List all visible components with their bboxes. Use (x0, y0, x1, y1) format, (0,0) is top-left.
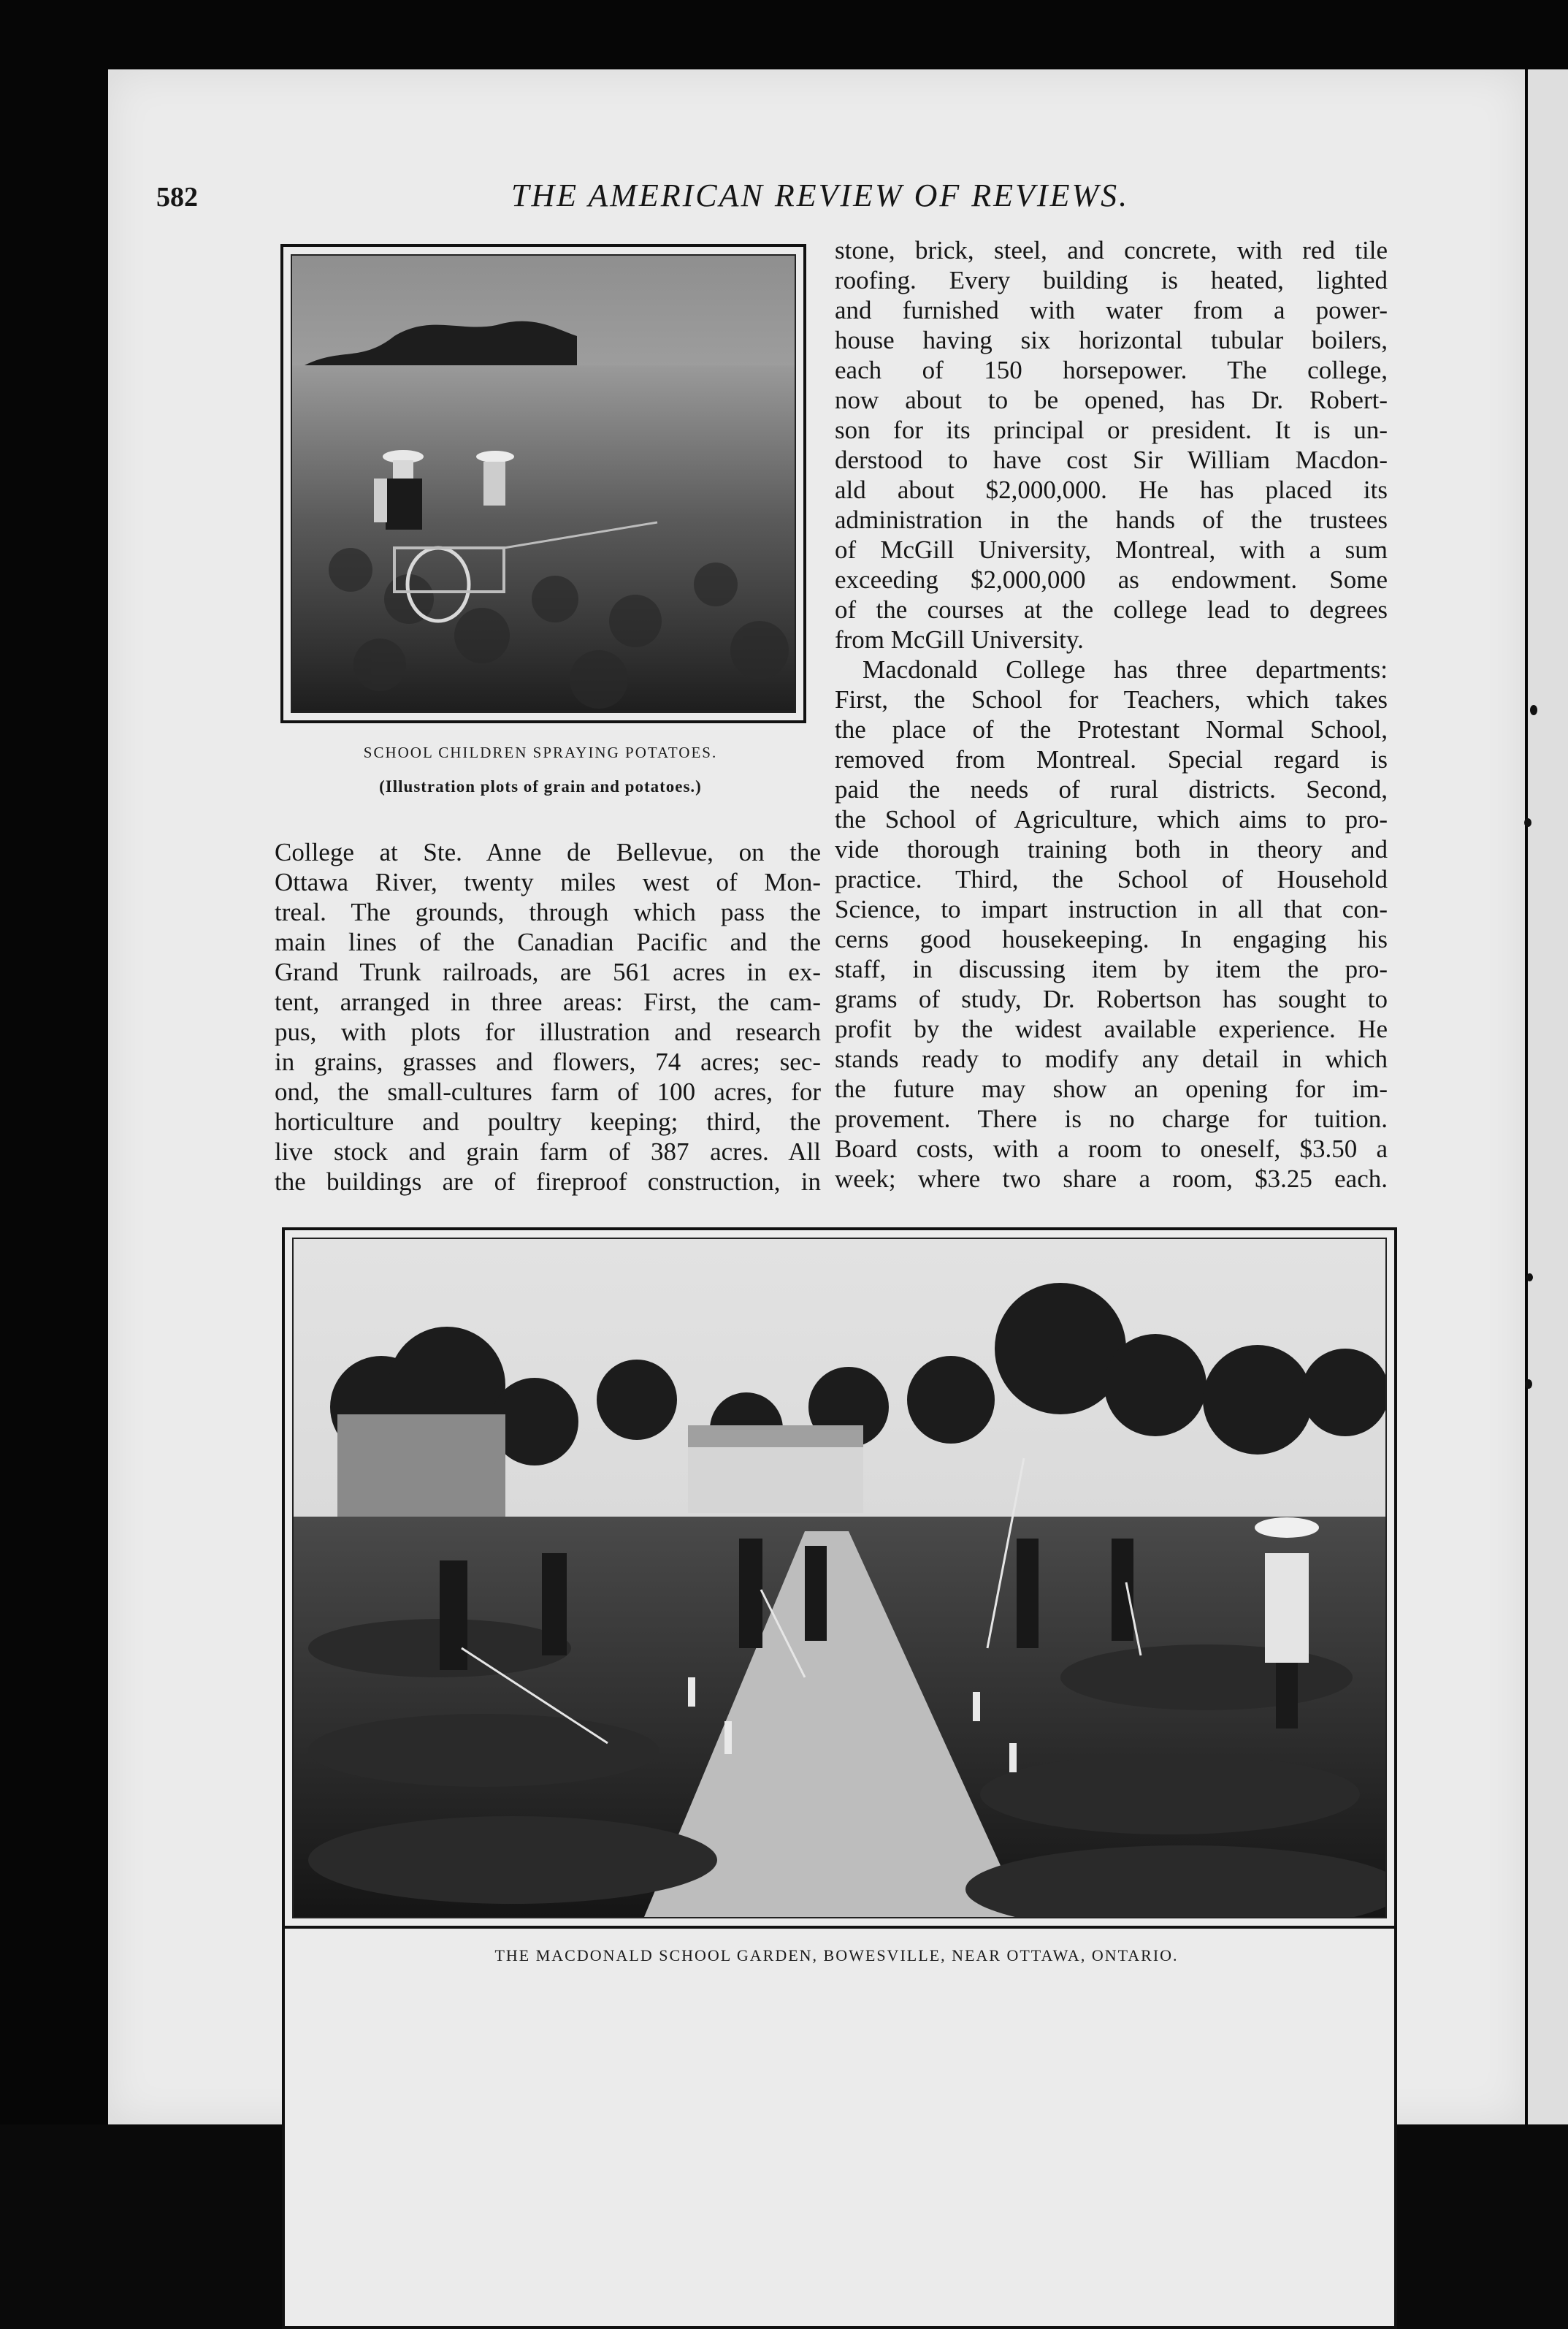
top-photo-frame (280, 244, 806, 723)
text-line: now about to be opened, has Dr. Robert- (835, 386, 1388, 414)
photo-macdonald-school-garden (292, 1238, 1387, 1918)
text-line: horticulture and poultry keeping; third, the (275, 1108, 821, 1136)
text-line: week; where two share a room, $3.25 each. (835, 1164, 1388, 1193)
top-photo-subcaption: (Illustration plots of grain and potatoes.) (379, 777, 702, 796)
text-line: paid the needs of rural districts. Second, (835, 775, 1388, 804)
scan-speck (1530, 705, 1537, 715)
photo-children-spraying-potatoes (291, 254, 796, 713)
text-line: stands ready to modify any detail in which (835, 1045, 1388, 1073)
text-line: son for its principal or president. It is un- (835, 416, 1388, 444)
text-line: Board costs, with a room to oneself, $3.50 a (835, 1135, 1388, 1163)
running-head: THE AMERICAN REVIEW OF REVIEWS. (511, 178, 1130, 213)
text-line: exceeding $2,000,000 as endowment. Some (835, 565, 1388, 594)
scan-speck (1526, 1273, 1533, 1281)
text-line: Ottawa River, twenty miles west of Mon- (275, 868, 821, 896)
text-line: provement. There is no charge for tuition. (835, 1105, 1388, 1133)
text-line: stone, brick, steel, and concrete, with red tile (835, 236, 1388, 264)
top-photo-caption: SCHOOL CHILDREN SPRAYING POTATOES. (363, 744, 718, 761)
page-number: 582 (156, 182, 198, 213)
text-line: of the courses at the college lead to degrees (835, 595, 1388, 624)
text-line: First, the School for Teachers, which takes (835, 685, 1388, 714)
text-line: roofing. Every building is heated, lighted (835, 266, 1388, 294)
photo-illustration (292, 256, 795, 712)
text-line: practice. Third, the School of Household (835, 865, 1388, 893)
text-line: Science, to impart instruction in all that con- (835, 895, 1388, 923)
text-line: Macdonald College has three departments: (863, 655, 1388, 684)
text-line: Grand Trunk railroads, are 561 acres in ex- (275, 958, 821, 986)
text-line: College at Ste. Anne de Bellevue, on the (275, 838, 821, 866)
text-line: staff, in discussing item by item the pro- (835, 955, 1388, 983)
text-line: and furnished with water from a power- (835, 296, 1388, 324)
text-line: ald about $2,000,000. He has placed its (835, 476, 1388, 504)
text-line: administration in the hands of the trustees (835, 506, 1388, 534)
text-line: ond, the small-cultures farm of 100 acres, for (275, 1078, 821, 1106)
scan-speck (1524, 818, 1531, 827)
left-column-text (275, 837, 821, 1197)
text-line: from McGill University. (835, 625, 1084, 654)
text-line: the buildings are of fireproof construction, in (275, 1167, 821, 1196)
text-line: the future may show an opening for im- (835, 1075, 1388, 1103)
text-line: live stock and grain farm of 387 acres. All (275, 1137, 821, 1166)
adjacent-page-edge (1528, 69, 1568, 2124)
bottom-photo-caption: THE MACDONALD SCHOOL GARDEN, BOWESVILLE, NEAR OTTAWA, ONTARIO. (494, 1946, 1179, 1964)
text-line: tent, arranged in three areas: First, the cam- (275, 988, 821, 1016)
text-line: pus, with plots for illustration and research (275, 1018, 821, 1046)
text-line: in grains, grasses and flowers, 74 acres; sec- (275, 1048, 821, 1076)
text-line: of McGill University, Montreal, with a sum (835, 535, 1388, 564)
scan-speck (1525, 1379, 1532, 1389)
text-line: profit by the widest available experience. He (835, 1015, 1388, 1043)
text-line: treal. The grounds, through which pass the (275, 898, 821, 926)
text-line: main lines of the Canadian Pacific and the (275, 928, 821, 956)
text-line: vide thorough training both in theory and (835, 835, 1388, 864)
text-line: house having six horizontal tubular boilers, (835, 326, 1388, 354)
photo-illustration (294, 1239, 1385, 1917)
text-line: the School of Agriculture, which aims to pro- (835, 805, 1388, 834)
school-garden-photo (282, 1227, 1397, 1929)
text-line: derstood to have cost Sir William Macdon- (835, 446, 1388, 474)
right-column-text (835, 235, 1388, 1194)
text-line: grams of study, Dr. Robertson has sought to (835, 985, 1388, 1013)
text-line: cerns good housekeeping. In engaging his (835, 925, 1388, 953)
text-line: the place of the Protestant Normal School, (835, 715, 1388, 744)
text-line: removed from Montreal. Special regard is (835, 745, 1388, 774)
text-line: each of 150 horsepower. The college, (835, 356, 1388, 384)
